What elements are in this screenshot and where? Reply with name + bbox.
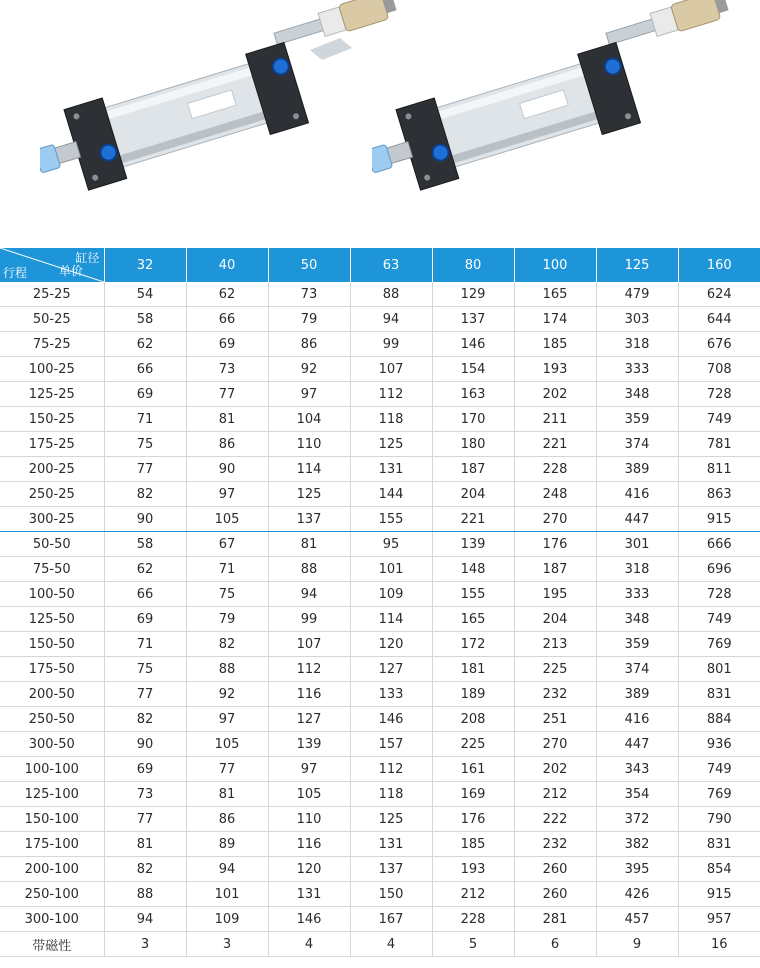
price-cell: 769 (678, 632, 760, 657)
price-cell: 77 (186, 382, 268, 407)
price-cell: 116 (268, 682, 350, 707)
price-cell: 154 (432, 357, 514, 382)
price-cell: 228 (514, 457, 596, 482)
price-cell: 232 (514, 682, 596, 707)
bore-header: 50 (268, 248, 350, 282)
price-cell: 187 (514, 557, 596, 582)
price-cell: 107 (350, 357, 432, 382)
price-cell: 81 (104, 832, 186, 857)
price-cell: 71 (186, 557, 268, 582)
magnetic-price-cell: 4 (350, 932, 432, 957)
price-cell: 193 (514, 357, 596, 382)
price-cell: 73 (268, 282, 350, 307)
price-cell: 77 (186, 757, 268, 782)
price-cell: 457 (596, 907, 678, 932)
price-cell: 348 (596, 607, 678, 632)
price-cell: 163 (432, 382, 514, 407)
stroke-cell: 175-100 (0, 832, 104, 857)
table-row (0, 482, 760, 507)
price-cell: 118 (350, 782, 432, 807)
price-cell: 195 (514, 582, 596, 607)
unit-price-label: 单价 (59, 264, 84, 278)
price-cell: 831 (678, 682, 760, 707)
price-cell: 146 (268, 907, 350, 932)
price-cell: 176 (514, 532, 596, 557)
table-header-row (0, 248, 760, 282)
stroke-cell: 25-25 (0, 282, 104, 307)
price-cell: 260 (514, 882, 596, 907)
bore-header: 32 (104, 248, 186, 282)
price-cell: 915 (678, 882, 760, 907)
price-cell: 54 (104, 282, 186, 307)
price-cell: 213 (514, 632, 596, 657)
price-cell: 155 (350, 507, 432, 532)
price-cell: 67 (186, 532, 268, 557)
stroke-cell: 50-50 (0, 532, 104, 557)
price-cell: 125 (268, 482, 350, 507)
price-cell: 92 (268, 357, 350, 382)
stroke-axis-label: 行程 (3, 266, 28, 280)
bore-header: 80 (432, 248, 514, 282)
table-row (0, 382, 760, 407)
stroke-cell: 200-100 (0, 857, 104, 882)
price-cell: 75 (104, 432, 186, 457)
price-cell: 81 (186, 782, 268, 807)
price-cell: 161 (432, 757, 514, 782)
price-cell: 248 (514, 482, 596, 507)
table-row (0, 757, 760, 782)
price-cell: 185 (432, 832, 514, 857)
bore-axis-label: 缸径 (75, 251, 100, 265)
stroke-cell: 175-25 (0, 432, 104, 457)
price-cell: 105 (186, 507, 268, 532)
price-cell: 94 (186, 857, 268, 882)
price-cell: 170 (432, 407, 514, 432)
price-cell: 79 (186, 607, 268, 632)
price-cell: 62 (104, 332, 186, 357)
price-cell: 395 (596, 857, 678, 882)
stroke-cell: 300-50 (0, 732, 104, 757)
table-row (0, 507, 760, 532)
price-cell: 146 (350, 707, 432, 732)
magnetic-price-cell: 4 (268, 932, 350, 957)
price-cell: 88 (268, 557, 350, 582)
price-cell: 105 (268, 782, 350, 807)
stroke-cell: 250-25 (0, 482, 104, 507)
table-row (0, 632, 760, 657)
price-cell: 359 (596, 407, 678, 432)
price-cell: 157 (350, 732, 432, 757)
price-cell: 749 (678, 607, 760, 632)
price-cell: 884 (678, 707, 760, 732)
price-cell: 202 (514, 757, 596, 782)
price-cell: 127 (350, 657, 432, 682)
table-row (0, 557, 760, 582)
stroke-cell: 75-50 (0, 557, 104, 582)
price-cell: 137 (432, 307, 514, 332)
price-cell: 137 (350, 857, 432, 882)
bore-header: 125 (596, 248, 678, 282)
price-cell: 97 (268, 757, 350, 782)
price-cell: 212 (432, 882, 514, 907)
price-cell: 81 (268, 532, 350, 557)
price-cell: 131 (268, 882, 350, 907)
price-cell: 58 (104, 532, 186, 557)
price-cell: 318 (596, 332, 678, 357)
price-cell: 225 (432, 732, 514, 757)
table-row (0, 407, 760, 432)
stroke-cell: 150-50 (0, 632, 104, 657)
table-row (0, 907, 760, 932)
price-cell: 94 (104, 907, 186, 932)
price-cell: 95 (350, 532, 432, 557)
price-cell: 71 (104, 407, 186, 432)
price-cell: 208 (432, 707, 514, 732)
price-cell: 225 (514, 657, 596, 682)
price-cell: 101 (186, 882, 268, 907)
price-cell: 185 (514, 332, 596, 357)
price-cell: 281 (514, 907, 596, 932)
stroke-cell: 300-100 (0, 907, 104, 932)
price-cell: 749 (678, 407, 760, 432)
magnetic-price-cell: 5 (432, 932, 514, 957)
price-cell: 77 (104, 807, 186, 832)
table-row (0, 357, 760, 382)
price-cell: 202 (514, 382, 596, 407)
bore-header: 40 (186, 248, 268, 282)
price-cell: 62 (104, 557, 186, 582)
price-cell: 120 (268, 857, 350, 882)
price-cell: 125 (350, 807, 432, 832)
price-cell: 769 (678, 782, 760, 807)
price-cell: 77 (104, 457, 186, 482)
table-row (0, 307, 760, 332)
price-cell: 129 (432, 282, 514, 307)
price-cell: 131 (350, 457, 432, 482)
price-cell: 426 (596, 882, 678, 907)
magnetic-price-cell: 16 (678, 932, 760, 957)
stroke-cell: 250-100 (0, 882, 104, 907)
table-row (0, 332, 760, 357)
price-cell: 389 (596, 457, 678, 482)
price-cell: 211 (514, 407, 596, 432)
price-cell: 94 (350, 307, 432, 332)
price-cell: 69 (186, 332, 268, 357)
table-row (0, 857, 760, 882)
price-cell: 104 (268, 407, 350, 432)
price-cell: 90 (104, 507, 186, 532)
corner-header-cell (0, 248, 104, 282)
price-cell: 155 (432, 582, 514, 607)
price-cell: 270 (514, 732, 596, 757)
price-cell: 112 (350, 382, 432, 407)
price-cell: 75 (186, 582, 268, 607)
price-cell: 624 (678, 282, 760, 307)
price-cell: 204 (514, 607, 596, 632)
price-cell: 120 (350, 632, 432, 657)
price-cell: 58 (104, 307, 186, 332)
price-cell: 811 (678, 457, 760, 482)
magnetic-price-cell: 6 (514, 932, 596, 957)
price-cell: 92 (186, 682, 268, 707)
price-cell: 88 (104, 882, 186, 907)
magnetic-option-row (0, 932, 760, 957)
price-cell: 181 (432, 657, 514, 682)
price-cell: 165 (514, 282, 596, 307)
price-cell: 69 (104, 607, 186, 632)
price-cell: 180 (432, 432, 514, 457)
price-cell: 101 (350, 557, 432, 582)
price-cell: 221 (432, 507, 514, 532)
price-cell: 221 (514, 432, 596, 457)
magnetic-label-cell: 带磁性 (0, 932, 104, 957)
price-cell: 131 (350, 832, 432, 857)
price-cell: 374 (596, 657, 678, 682)
price-cell: 167 (350, 907, 432, 932)
price-cell: 801 (678, 657, 760, 682)
price-cell: 114 (268, 457, 350, 482)
price-cell: 66 (186, 307, 268, 332)
magnetic-price-cell: 3 (186, 932, 268, 957)
price-cell: 77 (104, 682, 186, 707)
price-cell: 109 (350, 582, 432, 607)
price-cell: 86 (186, 432, 268, 457)
table-row (0, 457, 760, 482)
price-cell: 150 (350, 882, 432, 907)
price-cell: 71 (104, 632, 186, 657)
price-cell: 99 (268, 607, 350, 632)
price-table (0, 248, 760, 957)
price-cell: 212 (514, 782, 596, 807)
price-cell: 97 (186, 707, 268, 732)
price-cell: 831 (678, 832, 760, 857)
price-cell: 94 (268, 582, 350, 607)
table-row (0, 582, 760, 607)
price-cell: 749 (678, 757, 760, 782)
price-cell: 105 (186, 732, 268, 757)
price-cell: 354 (596, 782, 678, 807)
table-row (0, 782, 760, 807)
price-cell: 301 (596, 532, 678, 557)
table-row (0, 432, 760, 457)
stroke-cell: 125-50 (0, 607, 104, 632)
price-cell: 176 (432, 807, 514, 832)
price-cell: 696 (678, 557, 760, 582)
price-cell: 333 (596, 582, 678, 607)
price-cell: 389 (596, 682, 678, 707)
price-cell: 97 (268, 382, 350, 407)
bore-header: 100 (514, 248, 596, 282)
price-cell: 146 (432, 332, 514, 357)
price-cell: 139 (432, 532, 514, 557)
price-cell: 99 (350, 332, 432, 357)
price-cell: 82 (104, 482, 186, 507)
price-cell: 169 (432, 782, 514, 807)
stroke-cell: 200-25 (0, 457, 104, 482)
price-cell: 90 (104, 732, 186, 757)
price-cell: 915 (678, 507, 760, 532)
price-cell: 728 (678, 582, 760, 607)
table-row (0, 832, 760, 857)
table-row (0, 807, 760, 832)
stroke-cell: 200-50 (0, 682, 104, 707)
price-cell: 222 (514, 807, 596, 832)
price-cell: 114 (350, 607, 432, 632)
stroke-cell: 125-100 (0, 782, 104, 807)
price-cell: 88 (186, 657, 268, 682)
product-images (0, 0, 760, 248)
price-cell: 343 (596, 757, 678, 782)
price-cell: 676 (678, 332, 760, 357)
price-cell: 270 (514, 507, 596, 532)
table-row (0, 657, 760, 682)
cylinder-image-left (40, 0, 400, 200)
stroke-cell: 75-25 (0, 332, 104, 357)
stroke-cell: 125-25 (0, 382, 104, 407)
price-cell: 97 (186, 482, 268, 507)
table-row (0, 282, 760, 307)
price-cell: 644 (678, 307, 760, 332)
price-cell: 382 (596, 832, 678, 857)
bore-header: 160 (678, 248, 760, 282)
price-cell: 66 (104, 582, 186, 607)
cylinder-image-right (372, 0, 732, 200)
bore-header: 63 (350, 248, 432, 282)
price-cell: 82 (104, 857, 186, 882)
stroke-cell: 50-25 (0, 307, 104, 332)
price-cell: 116 (268, 832, 350, 857)
price-cell: 174 (514, 307, 596, 332)
price-cell: 260 (514, 857, 596, 882)
price-cell: 112 (350, 757, 432, 782)
price-cell: 374 (596, 432, 678, 457)
price-cell: 957 (678, 907, 760, 932)
price-cell: 189 (432, 682, 514, 707)
price-cell: 232 (514, 832, 596, 857)
magnetic-price-cell: 9 (596, 932, 678, 957)
price-cell: 204 (432, 482, 514, 507)
magnetic-price-cell: 3 (104, 932, 186, 957)
table-row (0, 707, 760, 732)
price-cell: 348 (596, 382, 678, 407)
price-cell: 75 (104, 657, 186, 682)
stroke-cell: 150-100 (0, 807, 104, 832)
price-cell: 69 (104, 382, 186, 407)
stroke-cell: 100-100 (0, 757, 104, 782)
price-cell: 708 (678, 357, 760, 382)
price-table-wrapper (0, 248, 760, 957)
price-cell: 416 (596, 482, 678, 507)
price-cell: 447 (596, 507, 678, 532)
price-cell: 447 (596, 732, 678, 757)
price-cell: 81 (186, 407, 268, 432)
price-cell: 110 (268, 432, 350, 457)
price-cell: 303 (596, 307, 678, 332)
price-cell: 82 (104, 707, 186, 732)
price-cell: 107 (268, 632, 350, 657)
price-cell: 118 (350, 407, 432, 432)
price-cell: 228 (432, 907, 514, 932)
price-cell: 89 (186, 832, 268, 857)
price-cell: 79 (268, 307, 350, 332)
table-row (0, 682, 760, 707)
stroke-cell: 250-50 (0, 707, 104, 732)
price-cell: 86 (268, 332, 350, 357)
price-cell: 251 (514, 707, 596, 732)
table-row (0, 732, 760, 757)
price-cell: 854 (678, 857, 760, 882)
price-cell: 193 (432, 857, 514, 882)
price-cell: 416 (596, 707, 678, 732)
price-cell: 139 (268, 732, 350, 757)
price-cell: 66 (104, 357, 186, 382)
stroke-cell: 150-25 (0, 407, 104, 432)
price-cell: 666 (678, 532, 760, 557)
table-row (0, 882, 760, 907)
price-cell: 110 (268, 807, 350, 832)
price-cell: 133 (350, 682, 432, 707)
price-cell: 73 (186, 357, 268, 382)
price-cell: 936 (678, 732, 760, 757)
price-cell: 728 (678, 382, 760, 407)
table-row (0, 607, 760, 632)
price-cell: 112 (268, 657, 350, 682)
price-cell: 62 (186, 282, 268, 307)
stroke-cell: 175-50 (0, 657, 104, 682)
price-cell: 127 (268, 707, 350, 732)
price-cell: 90 (186, 457, 268, 482)
price-cell: 372 (596, 807, 678, 832)
price-cell: 82 (186, 632, 268, 657)
stroke-cell: 100-50 (0, 582, 104, 607)
price-cell: 479 (596, 282, 678, 307)
stroke-cell: 100-25 (0, 357, 104, 382)
price-cell: 790 (678, 807, 760, 832)
price-cell: 137 (268, 507, 350, 532)
price-cell: 172 (432, 632, 514, 657)
price-cell: 88 (350, 282, 432, 307)
price-cell: 144 (350, 482, 432, 507)
price-cell: 863 (678, 482, 760, 507)
price-cell: 318 (596, 557, 678, 582)
price-cell: 69 (104, 757, 186, 782)
price-cell: 781 (678, 432, 760, 457)
table-row (0, 532, 760, 557)
price-cell: 148 (432, 557, 514, 582)
price-cell: 109 (186, 907, 268, 932)
price-cell: 86 (186, 807, 268, 832)
price-cell: 187 (432, 457, 514, 482)
table-body (0, 282, 760, 957)
price-cell: 165 (432, 607, 514, 632)
price-cell: 359 (596, 632, 678, 657)
stroke-cell: 300-25 (0, 507, 104, 532)
price-cell: 73 (104, 782, 186, 807)
price-cell: 125 (350, 432, 432, 457)
price-cell: 333 (596, 357, 678, 382)
